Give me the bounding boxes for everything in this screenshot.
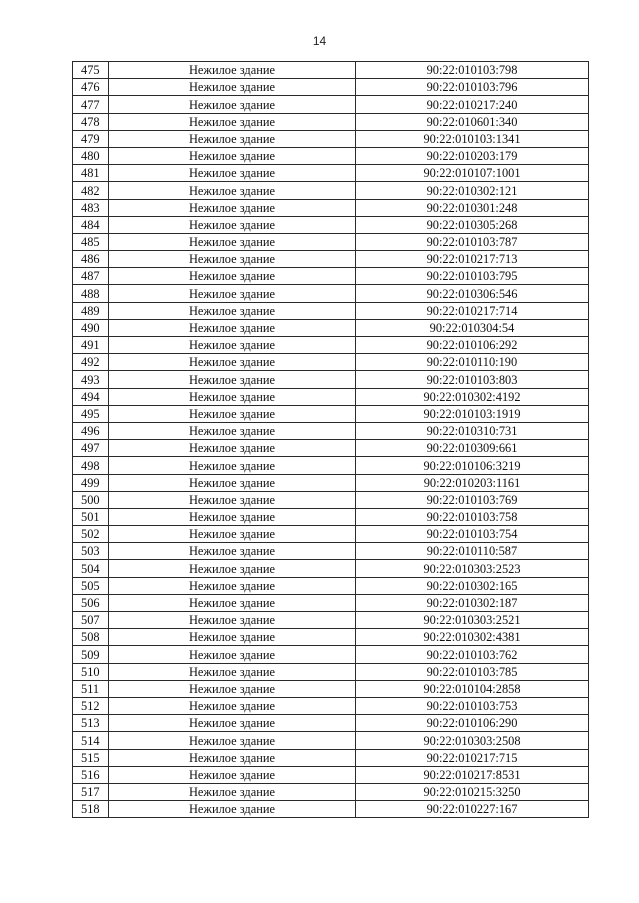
cadastral-number-cell: 90:22:010217:715 <box>356 749 589 766</box>
cadastral-number-cell: 90:22:010217:8531 <box>356 766 589 783</box>
object-type-cell: Нежилое здание <box>109 715 356 732</box>
row-number-cell: 499 <box>73 474 109 491</box>
cadastral-number-cell: 90:22:010302:121 <box>356 182 589 199</box>
registry-table-body <box>73 62 589 818</box>
row-number-cell: 500 <box>73 491 109 508</box>
row-number-cell: 483 <box>73 199 109 216</box>
row-number-cell: 491 <box>73 337 109 354</box>
cadastral-number-cell: 90:22:010310:731 <box>356 422 589 439</box>
table-row <box>73 783 589 800</box>
object-type-cell: Нежилое здание <box>109 629 356 646</box>
row-number-cell: 501 <box>73 508 109 525</box>
row-number-cell: 504 <box>73 560 109 577</box>
table-row <box>73 302 589 319</box>
cadastral-number-cell: 90:22:010103:795 <box>356 268 589 285</box>
object-type-cell: Нежилое здание <box>109 612 356 629</box>
object-type-cell: Нежилое здание <box>109 508 356 525</box>
object-type-cell: Нежилое здание <box>109 766 356 783</box>
table-row <box>73 371 589 388</box>
cadastral-number-cell: 90:22:010103:1919 <box>356 405 589 422</box>
row-number-cell: 488 <box>73 285 109 302</box>
table-row <box>73 268 589 285</box>
table-row <box>73 457 589 474</box>
object-type-cell: Нежилое здание <box>109 422 356 439</box>
object-type-cell: Нежилое здание <box>109 646 356 663</box>
row-number-cell: 478 <box>73 113 109 130</box>
row-number-cell: 486 <box>73 251 109 268</box>
cadastral-number-cell: 90:22:010103:754 <box>356 526 589 543</box>
row-number-cell: 481 <box>73 165 109 182</box>
table-row <box>73 319 589 336</box>
cadastral-number-cell: 90:22:010306:546 <box>356 285 589 302</box>
row-number-cell: 516 <box>73 766 109 783</box>
row-number-cell: 476 <box>73 79 109 96</box>
table-row <box>73 526 589 543</box>
object-type-cell: Нежилое здание <box>109 337 356 354</box>
object-type-cell: Нежилое здание <box>109 216 356 233</box>
table-row <box>73 233 589 250</box>
cadastral-number-cell: 90:22:010305:268 <box>356 216 589 233</box>
table-row <box>73 388 589 405</box>
row-number-cell: 502 <box>73 526 109 543</box>
row-number-cell: 484 <box>73 216 109 233</box>
row-number-cell: 509 <box>73 646 109 663</box>
object-type-cell: Нежилое здание <box>109 457 356 474</box>
cadastral-number-cell: 90:22:010302:4192 <box>356 388 589 405</box>
object-type-cell: Нежилое здание <box>109 251 356 268</box>
table-row <box>73 491 589 508</box>
object-type-cell: Нежилое здание <box>109 371 356 388</box>
object-type-cell: Нежилое здание <box>109 697 356 714</box>
row-number-cell: 490 <box>73 319 109 336</box>
row-number-cell: 515 <box>73 749 109 766</box>
cadastral-number-cell: 90:22:010203:1161 <box>356 474 589 491</box>
cadastral-number-cell: 90:22:010106:292 <box>356 337 589 354</box>
table-row <box>73 543 589 560</box>
table-row <box>73 663 589 680</box>
table-row <box>73 560 589 577</box>
object-type-cell: Нежилое здание <box>109 182 356 199</box>
table-row <box>73 422 589 439</box>
cadastral-number-cell: 90:22:010106:290 <box>356 715 589 732</box>
cadastral-number-cell: 90:22:010107:1001 <box>356 165 589 182</box>
table-row <box>73 474 589 491</box>
cadastral-number-cell: 90:22:010302:4381 <box>356 629 589 646</box>
cadastral-number-cell: 90:22:010110:587 <box>356 543 589 560</box>
cadastral-number-cell: 90:22:010103:798 <box>356 62 589 79</box>
object-type-cell: Нежилое здание <box>109 233 356 250</box>
row-number-cell: 495 <box>73 405 109 422</box>
object-type-cell: Нежилое здание <box>109 680 356 697</box>
table-row <box>73 715 589 732</box>
object-type-cell: Нежилое здание <box>109 79 356 96</box>
table-row <box>73 680 589 697</box>
row-number-cell: 479 <box>73 130 109 147</box>
object-type-cell: Нежилое здание <box>109 749 356 766</box>
cadastral-number-cell: 90:22:010301:248 <box>356 199 589 216</box>
cadastral-number-cell: 90:22:010104:2858 <box>356 680 589 697</box>
table-row <box>73 577 589 594</box>
table-row <box>73 182 589 199</box>
table-row <box>73 165 589 182</box>
cadastral-number-cell: 90:22:010103:769 <box>356 491 589 508</box>
table-row <box>73 766 589 783</box>
cadastral-number-cell: 90:22:010227:167 <box>356 801 589 818</box>
object-type-cell: Нежилое здание <box>109 783 356 800</box>
row-number-cell: 493 <box>73 371 109 388</box>
cadastral-number-cell: 90:22:010106:3219 <box>356 457 589 474</box>
cadastral-number-cell: 90:22:010302:187 <box>356 594 589 611</box>
cadastral-number-cell: 90:22:010203:179 <box>356 147 589 164</box>
table-row <box>73 62 589 79</box>
cadastral-number-cell: 90:22:010304:54 <box>356 319 589 336</box>
table-row <box>73 354 589 371</box>
cadastral-number-cell: 90:22:010103:787 <box>356 233 589 250</box>
object-type-cell: Нежилое здание <box>109 130 356 147</box>
cadastral-number-cell: 90:22:010103:796 <box>356 79 589 96</box>
row-number-cell: 507 <box>73 612 109 629</box>
cadastral-number-cell: 90:22:010217:714 <box>356 302 589 319</box>
cadastral-number-cell: 90:22:010103:785 <box>356 663 589 680</box>
table-row <box>73 749 589 766</box>
cadastral-number-cell: 90:22:010303:2521 <box>356 612 589 629</box>
cadastral-number-cell: 90:22:010601:340 <box>356 113 589 130</box>
table-row <box>73 508 589 525</box>
cadastral-number-cell: 90:22:010103:803 <box>356 371 589 388</box>
cadastral-number-cell: 90:22:010309:661 <box>356 440 589 457</box>
table-row <box>73 732 589 749</box>
cadastral-number-cell: 90:22:010303:2508 <box>356 732 589 749</box>
cadastral-number-cell: 90:22:010303:2523 <box>356 560 589 577</box>
table-row <box>73 79 589 96</box>
table-row <box>73 801 589 818</box>
object-type-cell: Нежилое здание <box>109 663 356 680</box>
row-number-cell: 489 <box>73 302 109 319</box>
object-type-cell: Нежилое здание <box>109 526 356 543</box>
table-row <box>73 440 589 457</box>
row-number-cell: 482 <box>73 182 109 199</box>
cadastral-number-cell: 90:22:010217:713 <box>356 251 589 268</box>
row-number-cell: 485 <box>73 233 109 250</box>
object-type-cell: Нежилое здание <box>109 285 356 302</box>
row-number-cell: 494 <box>73 388 109 405</box>
table-row <box>73 130 589 147</box>
table-row <box>73 251 589 268</box>
cadastral-number-cell: 90:22:010302:165 <box>356 577 589 594</box>
object-type-cell: Нежилое здание <box>109 801 356 818</box>
object-type-cell: Нежилое здание <box>109 388 356 405</box>
row-number-cell: 513 <box>73 715 109 732</box>
table-row <box>73 697 589 714</box>
cadastral-number-cell: 90:22:010110:190 <box>356 354 589 371</box>
table-row <box>73 646 589 663</box>
row-number-cell: 510 <box>73 663 109 680</box>
table-row <box>73 612 589 629</box>
object-type-cell: Нежилое здание <box>109 147 356 164</box>
object-type-cell: Нежилое здание <box>109 732 356 749</box>
object-type-cell: Нежилое здание <box>109 543 356 560</box>
object-type-cell: Нежилое здание <box>109 354 356 371</box>
row-number-cell: 505 <box>73 577 109 594</box>
row-number-cell: 518 <box>73 801 109 818</box>
object-type-cell: Нежилое здание <box>109 302 356 319</box>
object-type-cell: Нежилое здание <box>109 113 356 130</box>
row-number-cell: 487 <box>73 268 109 285</box>
object-type-cell: Нежилое здание <box>109 62 356 79</box>
object-type-cell: Нежилое здание <box>109 560 356 577</box>
object-type-cell: Нежилое здание <box>109 319 356 336</box>
object-type-cell: Нежилое здание <box>109 594 356 611</box>
row-number-cell: 512 <box>73 697 109 714</box>
table-row <box>73 96 589 113</box>
row-number-cell: 506 <box>73 594 109 611</box>
row-number-cell: 497 <box>73 440 109 457</box>
object-type-cell: Нежилое здание <box>109 405 356 422</box>
table-row <box>73 594 589 611</box>
table-row <box>73 285 589 302</box>
table-row <box>73 337 589 354</box>
cadastral-number-cell: 90:22:010103:1341 <box>356 130 589 147</box>
object-type-cell: Нежилое здание <box>109 199 356 216</box>
object-type-cell: Нежилое здание <box>109 268 356 285</box>
property-registry-table <box>72 61 589 818</box>
table-row <box>73 629 589 646</box>
table-row <box>73 405 589 422</box>
object-type-cell: Нежилое здание <box>109 577 356 594</box>
cadastral-number-cell: 90:22:010103:758 <box>356 508 589 525</box>
row-number-cell: 503 <box>73 543 109 560</box>
row-number-cell: 475 <box>73 62 109 79</box>
table-row <box>73 147 589 164</box>
table-row <box>73 216 589 233</box>
page-number: 14 <box>312 34 327 48</box>
object-type-cell: Нежилое здание <box>109 96 356 113</box>
row-number-cell: 514 <box>73 732 109 749</box>
object-type-cell: Нежилое здание <box>109 474 356 491</box>
object-type-cell: Нежилое здание <box>109 165 356 182</box>
cadastral-number-cell: 90:22:010103:753 <box>356 697 589 714</box>
object-type-cell: Нежилое здание <box>109 491 356 508</box>
table-row <box>73 199 589 216</box>
row-number-cell: 511 <box>73 680 109 697</box>
row-number-cell: 508 <box>73 629 109 646</box>
row-number-cell: 492 <box>73 354 109 371</box>
row-number-cell: 496 <box>73 422 109 439</box>
table-row <box>73 113 589 130</box>
row-number-cell: 498 <box>73 457 109 474</box>
cadastral-number-cell: 90:22:010215:3250 <box>356 783 589 800</box>
row-number-cell: 477 <box>73 96 109 113</box>
cadastral-number-cell: 90:22:010217:240 <box>356 96 589 113</box>
cadastral-number-cell: 90:22:010103:762 <box>356 646 589 663</box>
object-type-cell: Нежилое здание <box>109 440 356 457</box>
row-number-cell: 517 <box>73 783 109 800</box>
row-number-cell: 480 <box>73 147 109 164</box>
